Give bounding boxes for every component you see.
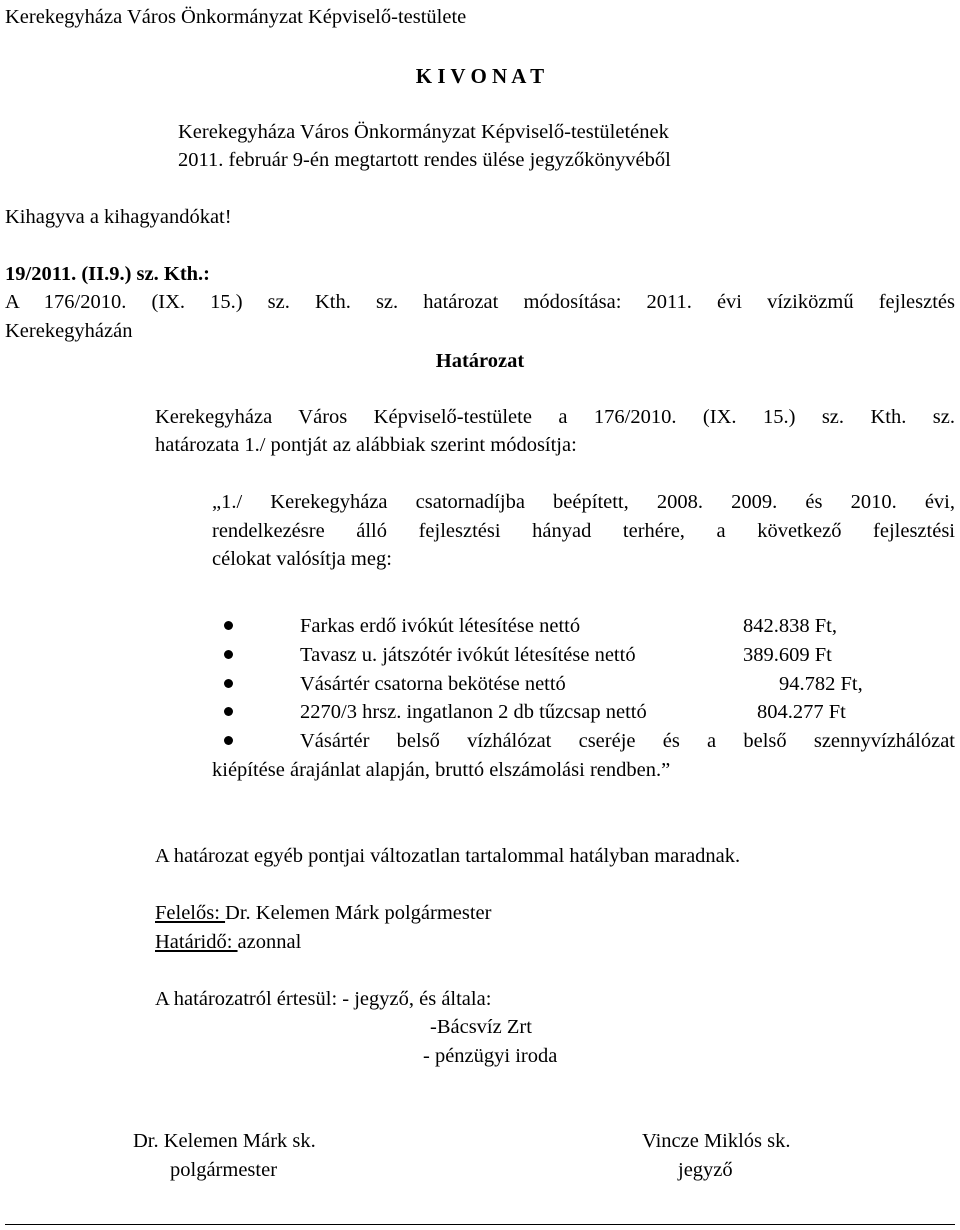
list-item-text: Farkas erdő ivókút létesítése nettó [300,615,581,637]
responsible-line [155,901,491,926]
deadline-line [155,930,301,955]
closing-statement: A határozat egyéb pontjai változatlan tartalommal hatályban maradnak. [155,845,741,867]
list-item-amount: 842.838 Ft, [743,615,837,637]
subtitle-line-1: Kerekegyháza Város Önkormányzat Képviselő-testületének [178,121,669,143]
subject-line-1: A 176/2010. (IX. 15.) sz. Kth. sz. határozat módosítása: 2011. évi víziközmű fejlesztés [5,291,955,313]
notify-line-1: A határozatról értesül: - jegyző, és általa: [155,988,492,1010]
omit-note: Kihagyva a kihagyandókat! [5,206,232,228]
notify-line-3: - pénzügyi iroda [423,1045,558,1067]
quote-line-1: „1./ Kerekegyháza csatornadíjba beépített, 2008. 2009. és 2010. évi, [212,491,955,513]
bullet-icon [224,679,233,688]
resolution-heading: Határozat [435,350,525,372]
signature-name-notary: Vincze Miklós sk. [642,1130,791,1152]
subtitle-line-2: 2011. február 9-én megtartott rendes ülése jegyzőkönyvéből [178,149,671,171]
bullet-icon [224,736,233,745]
document-title: K I V O N A T [415,64,545,88]
footer-divider [5,1224,955,1225]
subject-line-2: Kerekegyházán [5,320,133,342]
resolution-number: 19/2011. (II.9.) sz. Kth.: [5,263,210,285]
bullet-icon [224,707,233,716]
list-item-amount: 389.609 Ft [743,644,832,666]
intro-line-1: Kerekegyháza Város Képviselő-testülete a 176/2010. (IX. 15.) sz. Kth. sz. [155,406,955,428]
responsible-label: Felelős: [155,902,226,924]
list-item-text: Tavasz u. játszótér ivókút létesítése nettó [300,644,636,666]
list-item-amount: 804.277 Ft [757,701,846,723]
list-item-text: Vásártér csatorna bekötése nettó [300,673,566,695]
document-header: Kerekegyháza Város Önkormányzat Képviselő-testülete [5,6,467,28]
signature-role-notary: jegyző [678,1159,733,1181]
responsible-value: Dr. Kelemen Márk polgármester [225,902,492,924]
quote-line-2: rendelkezésre álló fejlesztési hányad terhére, a következő fejlesztési [212,520,955,542]
list-item-text: Vásártér belső vízhálózat cseréje és a belső szennyvízhálózat [300,730,955,752]
signature-name-mayor: Dr. Kelemen Márk sk. [133,1130,316,1152]
notify-line-2: -Bácsvíz Zrt [430,1016,532,1038]
bullet-icon [224,650,233,659]
list-item-amount: 94.782 Ft, [779,673,863,695]
deadline-label: Határidő: [155,931,238,953]
quote-line-3: célokat valósítja meg: [212,548,392,570]
deadline-value: azonnal [237,931,302,953]
signature-role-mayor: polgármester [170,1159,278,1181]
bullet-icon [224,621,233,630]
list-item-continuation: kiépítése árajánlat alapján, bruttó elszámolási rendben.” [212,759,671,781]
intro-line-2: határozata 1./ pontját az alábbiak szerint módosítja: [155,434,577,456]
list-item-text: 2270/3 hrsz. ingatlanon 2 db tűzcsap nettó [300,701,647,723]
